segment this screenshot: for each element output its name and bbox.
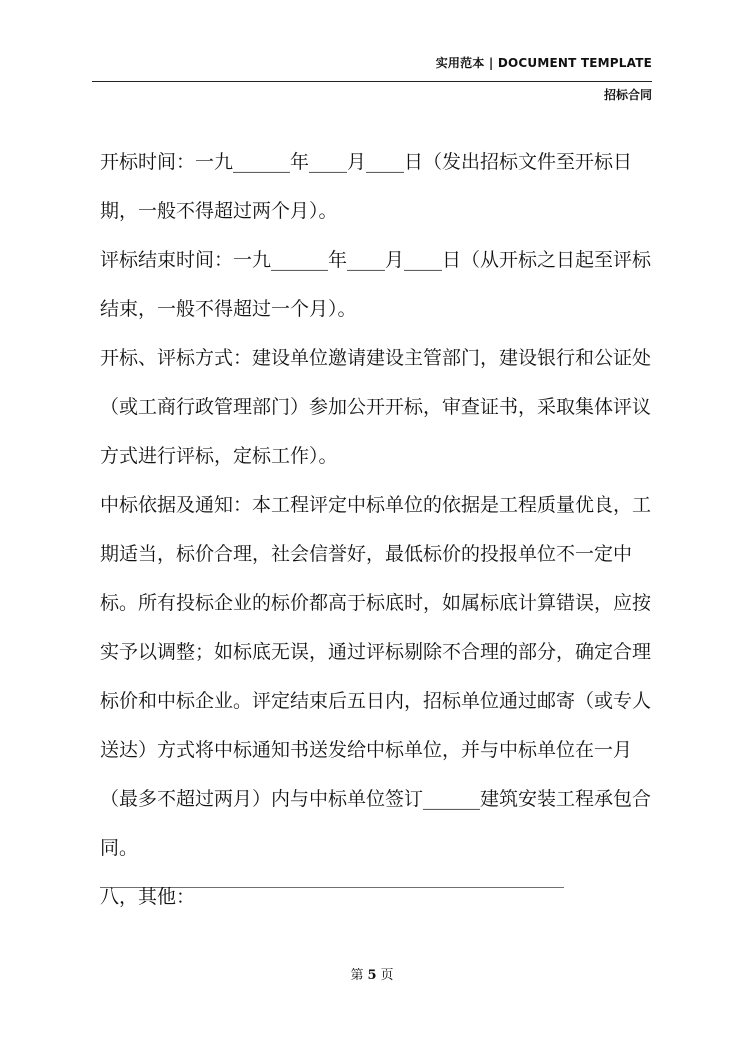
paragraph-evaluation-end-time: 评标结束时间：一九______年____月____日（从开标之日起至评标结束，一般不得超过一个月）。 — [100, 249, 652, 320]
paragraph-opening-time: 开标时间：一九______年____月____日（发出招标文件至开标日期，一般不得超过两个月）。 — [100, 151, 633, 222]
page-number: 5 — [367, 968, 377, 983]
paragraph-other: 八，其他： — [100, 886, 196, 908]
paragraph-opening-method: 开标、评标方式：建设单位邀请建设主管部门，建设银行和公证处（或工商行政管理部门）参加公开开标，审查证书，采取集体评议方式进行评标，定标工作）。 — [100, 347, 652, 467]
document-body — [100, 138, 656, 922]
footer-prefix: 第 — [350, 968, 364, 983]
blank-fill-line: __________________________________________________________ — [100, 869, 564, 888]
footer-suffix: 页 — [380, 968, 394, 983]
paragraph-award-basis: 中标依据及通知：本工程评定中标单位的依据是工程质量优良，工期适当，标价合理，社会信誉好，最低标价的投报单位不一定中标。所有投标企业的标价都高于标底时，如属标底计算错误，应按实予以调整；如标底无误，通过评标剔除不合理的部分，确定合理标价和中标企业。评定结束后五日内，招标单位通过邮寄（或专人送达）方式将中标通知书送发给中标单位，并与中标单位在一月（最多不超过两月）内与中标单位签订______建筑安装工程承包合同。 — [100, 494, 652, 859]
page-footer — [0, 964, 744, 983]
header-title: 实用范本 | DOCUMENT TEMPLATE — [435, 56, 652, 70]
header-subtitle: 招标合同 — [603, 88, 652, 102]
header-divider — [92, 81, 652, 82]
